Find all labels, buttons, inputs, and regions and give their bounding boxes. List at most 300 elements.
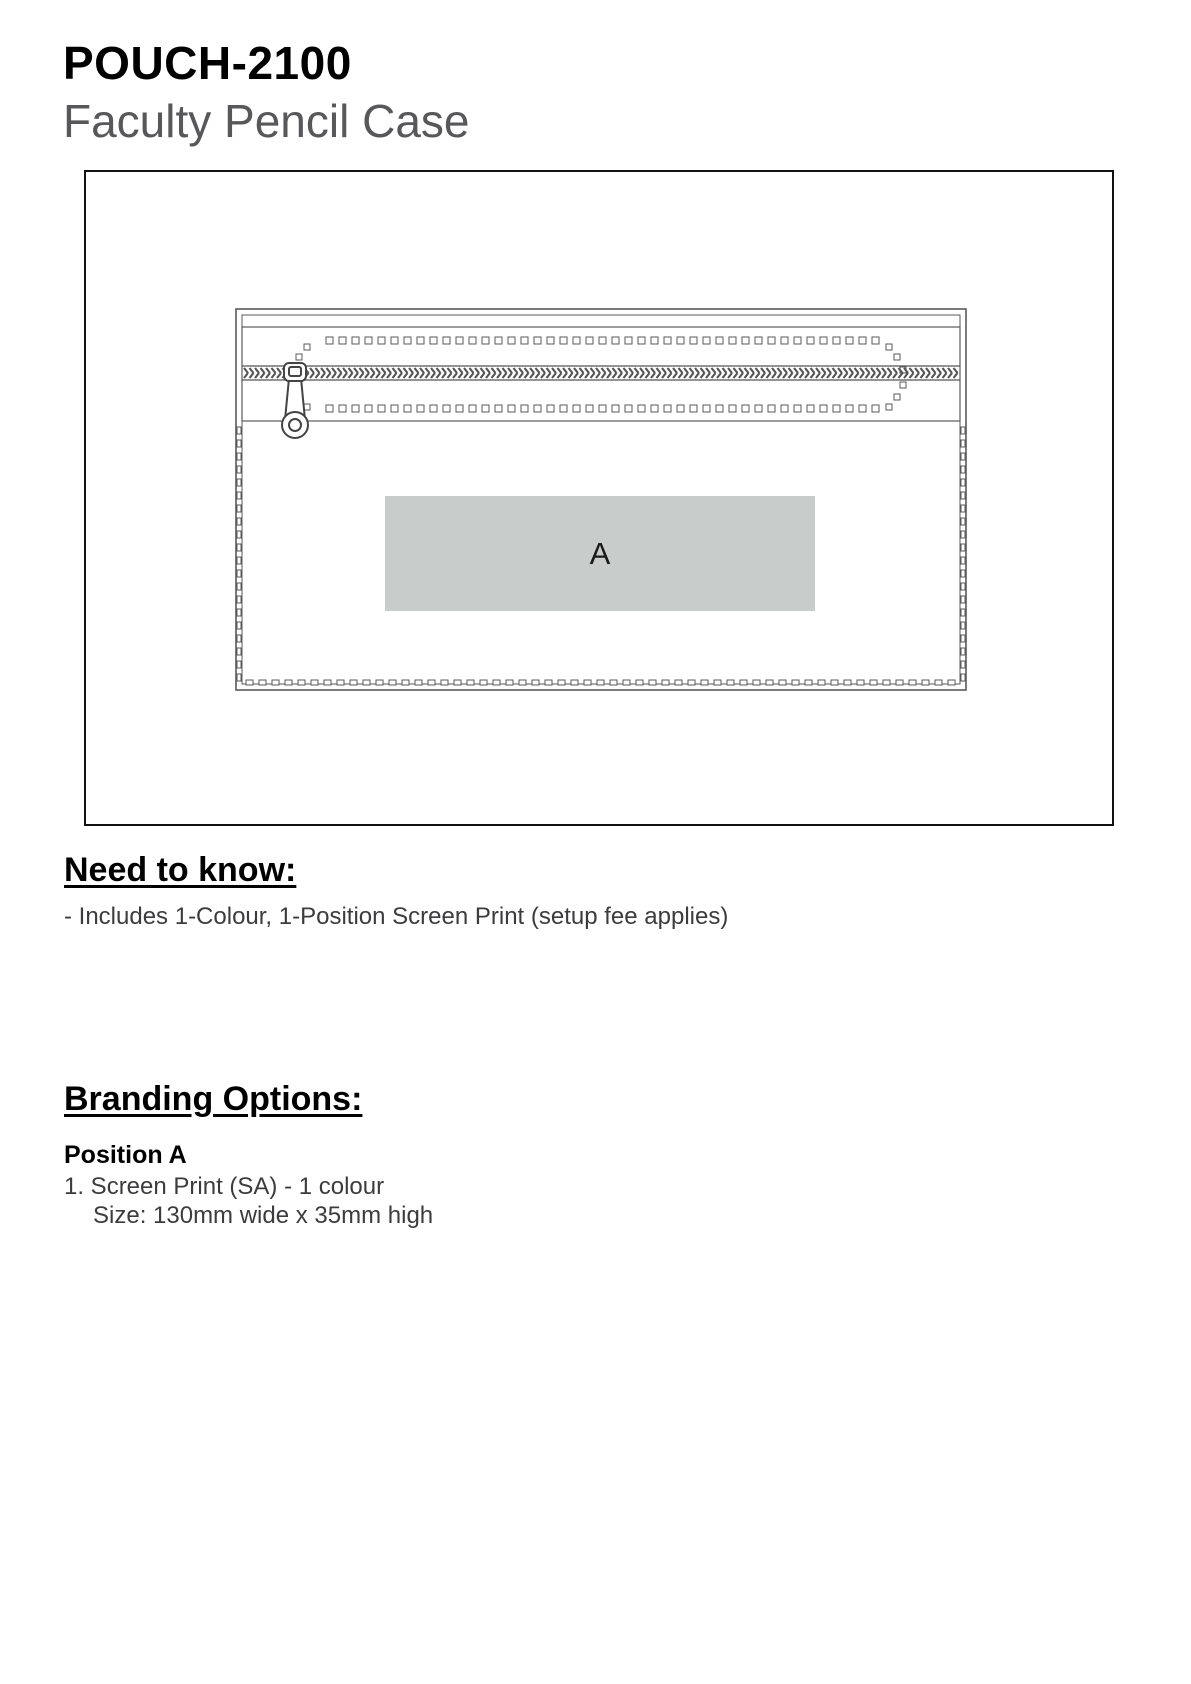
stitch-mark xyxy=(859,337,866,344)
zipper-tooth xyxy=(668,368,672,373)
zipper-tooth xyxy=(442,368,446,373)
zipper-tooth xyxy=(481,373,485,378)
stitch-mark xyxy=(350,680,357,685)
stitch-mark xyxy=(896,680,903,685)
stitch-mark xyxy=(779,680,786,685)
zipper-tooth xyxy=(618,368,622,373)
stitch-mark xyxy=(883,680,890,685)
zipper-tooth xyxy=(415,368,419,373)
stitch-mark xyxy=(612,337,619,344)
zipper-tooth xyxy=(508,368,512,373)
zipper-tooth xyxy=(838,373,842,378)
zipper-tooth xyxy=(635,373,639,378)
stitch-mark xyxy=(664,337,671,344)
stitch-mark xyxy=(365,337,372,344)
zipper-tooth xyxy=(635,368,639,373)
zipper-tooth xyxy=(453,373,457,378)
stitch-mark xyxy=(894,394,900,400)
stitch-mark xyxy=(237,531,241,538)
branding-options-heading: Branding Options: xyxy=(64,1080,363,1118)
stitch-mark xyxy=(961,648,965,655)
stitch-mark xyxy=(532,680,539,685)
pencil-case-illustration xyxy=(86,172,1112,824)
stitch-mark xyxy=(675,680,682,685)
zipper-tooth xyxy=(827,368,831,373)
zipper-tooth xyxy=(734,373,738,378)
zipper-tooth xyxy=(569,368,573,373)
zipper-tooth xyxy=(349,373,353,378)
zipper-tooth xyxy=(882,373,886,378)
zipper-tooth xyxy=(855,373,859,378)
zipper-tooth xyxy=(563,373,567,378)
stitch-mark xyxy=(402,680,409,685)
stitch-mark xyxy=(545,680,552,685)
stitch-mark xyxy=(326,337,333,344)
stitch-mark xyxy=(846,337,853,344)
stitch-mark xyxy=(389,680,396,685)
zipper-tooth xyxy=(277,373,281,378)
zipper-tooth xyxy=(514,373,518,378)
stitch-mark xyxy=(311,680,318,685)
stitch-mark xyxy=(794,337,801,344)
zipper-tooth xyxy=(547,373,551,378)
zipper-tooth xyxy=(761,368,765,373)
zipper-tooth xyxy=(805,373,809,378)
zipper-tooth xyxy=(327,368,331,373)
zipper-tooth xyxy=(926,373,930,378)
zipper-tooth xyxy=(866,373,870,378)
zipper-tooth xyxy=(728,373,732,378)
stitch-mark xyxy=(493,680,500,685)
zipper-tooth xyxy=(371,373,375,378)
stitch-mark xyxy=(703,337,710,344)
zipper-tooth xyxy=(585,368,589,373)
zipper-tooth xyxy=(789,368,793,373)
stitch-mark xyxy=(872,337,879,344)
stitch-mark xyxy=(237,622,241,629)
zipper-tooth xyxy=(822,368,826,373)
stitch-mark xyxy=(237,544,241,551)
zipper-tooth xyxy=(717,368,721,373)
zipper-tooth xyxy=(244,368,248,373)
stitch-mark xyxy=(237,583,241,590)
zipper-tooth xyxy=(343,373,347,378)
product-code: POUCH-2100 xyxy=(63,37,352,89)
stitch-mark xyxy=(727,680,734,685)
zipper-tooth xyxy=(877,368,881,373)
zipper-tooth xyxy=(514,368,518,373)
stitch-mark xyxy=(259,680,266,685)
stitch-mark xyxy=(651,337,658,344)
zipper-tooth xyxy=(387,373,391,378)
zipper-tooth xyxy=(679,373,683,378)
stitch-mark xyxy=(662,680,669,685)
zipper-tooth xyxy=(360,373,364,378)
zipper-tooth xyxy=(310,373,314,378)
zipper-tooth xyxy=(486,368,490,373)
stitch-mark xyxy=(324,680,331,685)
zipper-tooth xyxy=(954,373,958,378)
stitch-mark xyxy=(237,479,241,486)
zipper-tooth xyxy=(783,373,787,378)
zipper-tooth xyxy=(772,368,776,373)
zipper-tooth xyxy=(640,368,644,373)
zipper-tooth xyxy=(888,373,892,378)
zipper-tooth xyxy=(772,373,776,378)
zipper-tooth xyxy=(651,373,655,378)
zipper-tooth xyxy=(750,373,754,378)
zipper-tooth xyxy=(833,368,837,373)
zipper-tooth xyxy=(932,373,936,378)
stitch-mark xyxy=(961,557,965,564)
zipper-tooth xyxy=(277,368,281,373)
position-a-label: Position A xyxy=(64,1141,187,1169)
stitch-mark xyxy=(376,680,383,685)
stitch-mark xyxy=(714,680,721,685)
stitch-mark xyxy=(430,337,437,344)
stitch-mark xyxy=(690,405,697,412)
zipper-tooth xyxy=(536,373,540,378)
zipper-tooth xyxy=(459,368,463,373)
stitch-mark xyxy=(469,337,476,344)
zipper-tooth xyxy=(365,368,369,373)
stitch-mark xyxy=(729,405,736,412)
zipper-tooth xyxy=(794,368,798,373)
zipper-tooth xyxy=(354,373,358,378)
stitch-mark xyxy=(886,344,892,350)
zipper-tooth xyxy=(723,373,727,378)
zipper-tooth xyxy=(816,373,820,378)
stitch-mark xyxy=(560,405,567,412)
stitch-mark xyxy=(237,674,241,681)
zipper-tooth xyxy=(756,373,760,378)
zipper-tooth xyxy=(816,368,820,373)
stitch-mark xyxy=(441,680,448,685)
zipper-tooth xyxy=(453,368,457,373)
zipper-tooth xyxy=(541,368,545,373)
stitch-mark xyxy=(961,570,965,577)
stitch-mark xyxy=(352,405,359,412)
zipper-tooth xyxy=(838,368,842,373)
stitch-mark xyxy=(586,337,593,344)
zipper-tooth xyxy=(244,373,248,378)
stitch-mark xyxy=(961,479,965,486)
stitch-mark xyxy=(285,680,292,685)
stitch-mark xyxy=(688,680,695,685)
zipper-tooth xyxy=(602,368,606,373)
zipper-tooth xyxy=(607,368,611,373)
stitch-mark xyxy=(612,405,619,412)
stitch-mark xyxy=(506,680,513,685)
stitch-mark xyxy=(571,680,578,685)
zipper-tooth xyxy=(272,368,276,373)
zipper-tooth xyxy=(668,373,672,378)
zipper-tooth xyxy=(706,368,710,373)
zipper-tooth xyxy=(893,368,897,373)
zipper-tooth xyxy=(343,368,347,373)
zipper-tooth xyxy=(536,368,540,373)
stitch-mark xyxy=(237,505,241,512)
stitch-mark xyxy=(237,570,241,577)
zipper-tooth xyxy=(844,368,848,373)
zipper-tooth xyxy=(530,373,534,378)
stitch-mark xyxy=(701,680,708,685)
zipper-tooth xyxy=(690,368,694,373)
need-to-know-item: - Includes 1-Colour, 1-Position Screen Print (setup fee applies) xyxy=(64,903,729,930)
stitch-mark xyxy=(961,674,965,681)
stitch-mark xyxy=(961,544,965,551)
zipper-tooth xyxy=(426,368,430,373)
stitch-mark xyxy=(935,680,942,685)
zipper-tooth xyxy=(701,368,705,373)
stitch-mark xyxy=(417,337,424,344)
stitch-mark xyxy=(547,405,554,412)
zipper-tooth xyxy=(420,373,424,378)
zipper-tooth xyxy=(882,368,886,373)
stitch-mark xyxy=(807,337,814,344)
zipper-tooth xyxy=(613,368,617,373)
stitch-mark xyxy=(365,405,372,412)
zipper-tooth xyxy=(272,373,276,378)
stitch-mark xyxy=(859,405,866,412)
stitch-mark xyxy=(237,648,241,655)
stitch-mark xyxy=(831,680,838,685)
stitch-mark xyxy=(716,337,723,344)
zipper-tooth xyxy=(420,368,424,373)
zipper-tooth xyxy=(431,368,435,373)
zipper-tooth xyxy=(679,368,683,373)
stitch-mark xyxy=(237,609,241,616)
zipper-tooth xyxy=(596,368,600,373)
stitch-mark xyxy=(508,337,515,344)
stitch-mark xyxy=(729,337,736,344)
stitch-mark xyxy=(495,405,502,412)
zipper-tooth xyxy=(695,368,699,373)
zipper-tooth xyxy=(640,373,644,378)
zipper-tooth xyxy=(745,368,749,373)
zipper-tooth xyxy=(266,373,270,378)
stitch-mark xyxy=(237,596,241,603)
zipper-tooth xyxy=(673,368,677,373)
stitch-mark xyxy=(961,609,965,616)
zipper-tooth xyxy=(547,368,551,373)
zipper-tooth xyxy=(349,368,353,373)
stitch-mark xyxy=(755,405,762,412)
zipper-tooth xyxy=(404,373,408,378)
stitch-mark xyxy=(768,405,775,412)
zipper-tooth xyxy=(915,373,919,378)
zipper-tooth xyxy=(376,368,380,373)
zipper-tooth xyxy=(800,368,804,373)
stitch-mark xyxy=(961,440,965,447)
zipper-tooth xyxy=(811,373,815,378)
stitch-mark xyxy=(456,337,463,344)
zipper-tooth xyxy=(871,373,875,378)
zipper-tooth xyxy=(354,368,358,373)
zipper-tooth xyxy=(629,368,633,373)
zipper-tooth xyxy=(338,373,342,378)
stitch-mark xyxy=(521,405,528,412)
stitch-mark xyxy=(495,337,502,344)
stitch-mark xyxy=(404,337,411,344)
zipper-tooth xyxy=(800,373,804,378)
stitch-mark xyxy=(818,680,825,685)
stitch-mark xyxy=(237,427,241,434)
zipper-tooth xyxy=(563,368,567,373)
stitch-mark xyxy=(599,405,606,412)
stitch-mark xyxy=(820,337,827,344)
zipper-tooth xyxy=(866,368,870,373)
stitch-mark xyxy=(766,680,773,685)
stitch-mark xyxy=(391,405,398,412)
stitch-mark xyxy=(304,344,310,350)
stitch-mark xyxy=(599,337,606,344)
stitch-mark xyxy=(337,680,344,685)
zipper-tooth xyxy=(470,368,474,373)
stitch-mark xyxy=(237,440,241,447)
stitch-mark xyxy=(961,661,965,668)
stitch-mark xyxy=(894,354,900,360)
stitch-mark xyxy=(755,337,762,344)
zipper-tooth xyxy=(552,368,556,373)
stitch-mark xyxy=(246,680,253,685)
stitch-mark xyxy=(586,405,593,412)
zipper-tooth xyxy=(684,368,688,373)
zipper-tooth xyxy=(503,368,507,373)
zipper-tooth xyxy=(849,373,853,378)
zipper-tooth xyxy=(398,368,402,373)
zipper-tooth xyxy=(783,368,787,373)
zipper-tooth xyxy=(701,373,705,378)
zipper-tooth xyxy=(481,368,485,373)
print-area-label: A xyxy=(589,536,611,571)
zipper-tooth xyxy=(475,373,479,378)
stitch-mark xyxy=(742,405,749,412)
zipper-tooth xyxy=(602,373,606,378)
zipper-tooth xyxy=(497,368,501,373)
stitch-mark xyxy=(519,680,526,685)
zipper-tooth xyxy=(734,368,738,373)
zipper-tooth xyxy=(855,368,859,373)
zipper-tooth xyxy=(937,368,941,373)
zipper-tooth xyxy=(756,368,760,373)
zipper-tooth xyxy=(261,368,265,373)
stitch-mark xyxy=(237,466,241,473)
zipper-tooth xyxy=(596,373,600,378)
stitch-mark xyxy=(573,405,580,412)
stitch-mark xyxy=(961,531,965,538)
zipper-tooth xyxy=(327,373,331,378)
stitch-mark xyxy=(742,337,749,344)
stitch-mark xyxy=(508,405,515,412)
zipper-tooth xyxy=(492,373,496,378)
stitch-mark xyxy=(237,492,241,499)
stitch-mark xyxy=(339,337,346,344)
stitch-mark xyxy=(638,405,645,412)
stitch-mark xyxy=(690,337,697,344)
zipper-tooth xyxy=(833,373,837,378)
stitch-mark xyxy=(870,680,877,685)
stitch-mark xyxy=(961,596,965,603)
zipper-tooth xyxy=(651,368,655,373)
stitch-mark xyxy=(664,405,671,412)
stitch-mark xyxy=(298,680,305,685)
zipper-tooth xyxy=(591,373,595,378)
zipper-tooth xyxy=(860,368,864,373)
stitch-mark xyxy=(651,405,658,412)
zipper-tooth xyxy=(503,373,507,378)
stitch-mark xyxy=(391,337,398,344)
zipper-tooth xyxy=(316,373,320,378)
zipper-tooth xyxy=(492,368,496,373)
stitch-mark xyxy=(820,405,827,412)
zipper-tooth xyxy=(525,368,529,373)
stitch-mark xyxy=(961,505,965,512)
zipper-tooth xyxy=(519,373,523,378)
zipper-tooth xyxy=(552,373,556,378)
zipper-tooth xyxy=(943,373,947,378)
zipper-tooth xyxy=(266,368,270,373)
stitch-mark xyxy=(886,404,892,410)
zipper-tooth xyxy=(426,373,430,378)
zipper-tooth xyxy=(921,373,925,378)
zipper-tooth xyxy=(745,373,749,378)
zipper-tooth xyxy=(794,373,798,378)
zipper-tooth xyxy=(409,368,413,373)
stitch-mark xyxy=(482,405,489,412)
stitch-mark xyxy=(805,680,812,685)
stitch-mark xyxy=(948,680,955,685)
stitch-mark xyxy=(900,382,906,388)
zipper-tooth xyxy=(629,373,633,378)
stitch-mark xyxy=(846,405,853,412)
zipper-tooth xyxy=(937,373,941,378)
stitch-mark xyxy=(807,405,814,412)
stitch-mark xyxy=(961,622,965,629)
zipper-tooth xyxy=(932,368,936,373)
zipper-tooth xyxy=(574,368,578,373)
zipper-tooth xyxy=(673,373,677,378)
zipper-tooth xyxy=(728,368,732,373)
stitch-mark xyxy=(961,583,965,590)
stitch-mark xyxy=(844,680,851,685)
zipper-tooth xyxy=(904,373,908,378)
stitch-mark xyxy=(768,337,775,344)
stitch-mark xyxy=(482,337,489,344)
zipper-tooth xyxy=(464,373,468,378)
zipper-tooth xyxy=(943,368,947,373)
stitch-mark xyxy=(237,518,241,525)
zipper-tooth xyxy=(750,368,754,373)
zipper-tooth xyxy=(525,373,529,378)
zipper-tooth xyxy=(497,373,501,378)
zipper-tooth xyxy=(926,368,930,373)
stitch-mark xyxy=(339,405,346,412)
stitch-mark xyxy=(443,337,450,344)
stitch-mark xyxy=(456,405,463,412)
zipper-tooth xyxy=(910,373,914,378)
stitch-mark xyxy=(961,427,965,434)
stitch-mark xyxy=(272,680,279,685)
stitch-mark xyxy=(961,453,965,460)
stitch-mark xyxy=(961,635,965,642)
zipper-tooth xyxy=(646,368,650,373)
stitch-mark xyxy=(677,337,684,344)
zipper-tooth xyxy=(569,373,573,378)
zipper-tooth xyxy=(948,368,952,373)
stitch-mark xyxy=(352,337,359,344)
zipper-tooth xyxy=(442,373,446,378)
